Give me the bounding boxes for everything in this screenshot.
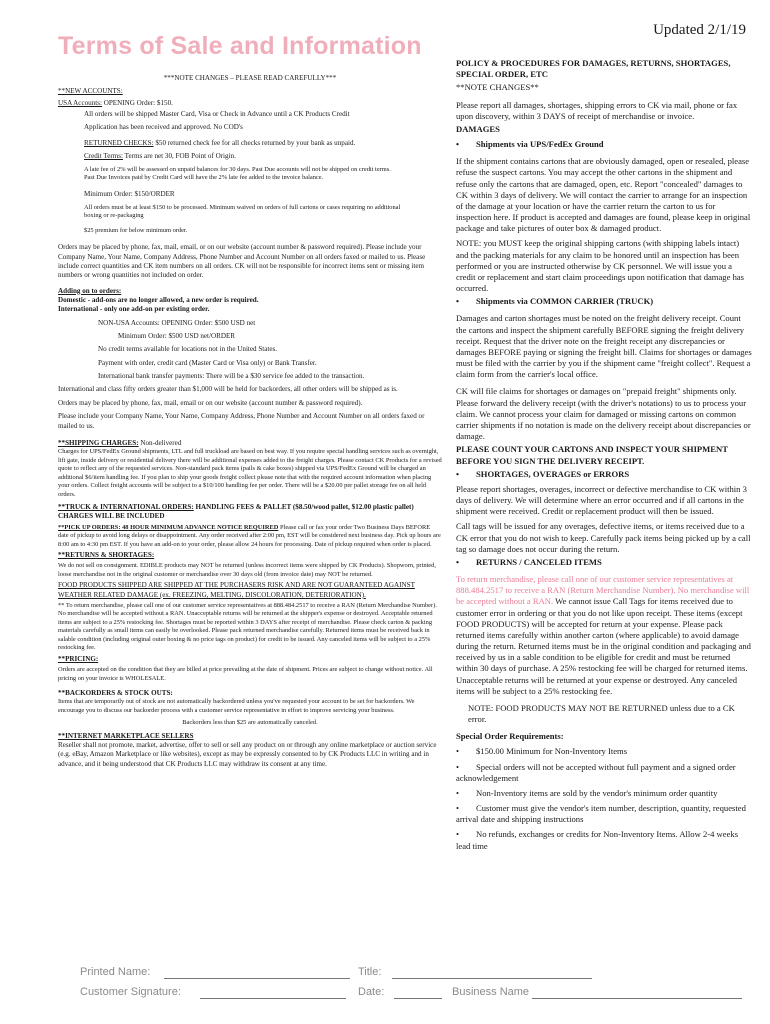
special-item: • Special orders will not be accepted without full payment and a signed order acknowledgement — [456, 762, 752, 784]
note-text: NOTE: you MUST keep the original shipping cartons (with shipping labels intact) and the packing materials for any claim to be honored until an inspection has been performed or you are instructed otherwise by CK personnel. We will issue you a credit or replacement and start claim proceedings upon notification that damage has occurred. — [456, 238, 745, 294]
pickup-title: **PICK UP ORDERS: 48 HOUR MINIMUM ADVANCE NOTICE REQUIRED — [58, 523, 279, 531]
pricing-title: **PRICING: — [58, 654, 99, 663]
returns-pink: To return merchandise, please call one of our customer service representatives at 888.484.2517 to receive a RAN (Return Merchandise Number). No merchandise will be accepted without a RAN. — [456, 574, 750, 607]
date-line[interactable] — [394, 998, 442, 999]
title-line[interactable] — [392, 978, 592, 979]
nonusa-line: NON-USA Accounts: OPENING Order: $500 USD net — [98, 318, 256, 327]
calltags-text: Call tags will be issued for any overages, defective items, or items received due to a CK error that you do not wish to keep. Carefully pack items being picked up by a call tag so damage does not occur during the return. — [456, 521, 751, 554]
orders-placed-2: Orders may be placed by phone, fax, mail, email or on our website (account number & password required). — [58, 398, 363, 407]
right-column — [456, 58, 752, 852]
business-name-line[interactable] — [532, 998, 742, 999]
international-line: International and class fifty orders greater than $1,000 will be held for backorders, all other orders will be shipped as is. — [58, 385, 398, 394]
count-title: PLEASE COUNT YOUR CARTONS AND INSPECT YOUR SHIPMENT BEFORE YOU SIGN THE DELIVERY RECEIPT. — [456, 444, 728, 466]
minimum-line-1: All orders must be at least $150 to be processed. Minimum waived on orders of full cartons or cases requiring no additional — [84, 203, 401, 211]
backorders-title: **BACKORDERS & STOCK OUTS: — [58, 689, 173, 698]
customer-signature-line[interactable] — [200, 998, 346, 999]
food-line: FOOD PRODUCTS SHIPPED ARE SHIPPED AT THE PURCHASERS RISK AND ARE NOT GUARANTEED AGAINST WEATHER RELATED DAMAGE (ex. FREEZING, MELTING, DISCOLORATION, DETERIORATION). — [58, 581, 415, 599]
credit-terms-text: Terms are net 30, FOB Point of Origin. — [124, 152, 236, 161]
printed-name-label: Printed Name: — [80, 966, 151, 978]
special-title: Special Order Requirements: — [456, 731, 564, 742]
returned-checks-label: RETURNED CHECKS: — [84, 138, 154, 147]
report-text: Please report all damages, shortages, shipping errors to CK via mail, phone or fax upon discovery, within 3 DAYS of receipt of merchandise or invoice. — [456, 99, 738, 121]
include-line: Please include your Company Name, Your Name, Company Address, Phone Number and Account Number on all orders faxed or mailed to us. — [58, 412, 425, 430]
common-text: Damages and carton shortages must be noted on the freight delivery receipt. Count the cartons and inspect the shipment carefully BEFORE signing the freight delivery receipt. Request that the driver note on the freight receipt any discrepancies or damages BEFORE paying or signing the freight bill. Claims for shortages or damages must be filed with the carrier by you if the shipment came "freight collect". Request a claim form from the carrier's local office. — [456, 313, 752, 380]
usa-accounts-label: USA Accounts: — [58, 98, 102, 107]
damages-title: DAMAGES — [456, 123, 500, 134]
returns-text: We do not sell on consignment. EDIBLE products may NOT be returned (unless incorrect items were shipped by CK Products). Shopworn, printed, loose merchandise not in the original customer or merchandise over 30 days old (from invoice date) may NOT be returned. — [58, 562, 436, 578]
nonusa-minimum: Minimum Order: $500 USD net/ORDER — [118, 332, 236, 341]
left-column — [58, 74, 442, 769]
credit-terms — [58, 152, 442, 161]
returns-paragraph — [456, 574, 752, 697]
rma-text: ** To return merchandise, please call one of our customer service representatives at 888.484.2517 to receive a RAN (Return Merchandise Number). No merchandise will be accepted without a RAN. Unacceptable returns will be returned at the shipper's expense or destroyed. Acceptable returned items are subject to a 25% restocking fee. Shortages must be reported within 3 DAYS after receipt of merchandise. Please check carton & packing materials carefully as small items can easily be overlooked. Please pack returned merchandise carefully. Returned items must be received back in salable condition (including original outer boxing & no price tags on product) for credit to be issued. Any canceled items will be subject to a 25% restocking fee. — [58, 602, 437, 652]
note-changes: ***NOTE CHANGES – PLEASE READ CAREFULLY*** — [163, 74, 337, 82]
printed-name-line[interactable] — [164, 978, 350, 979]
late-fee-line-1: A late fee of 2% will be assessed on unpaid balances for 30 days. Past Due accounts will not be shipped on credit terms. — [84, 165, 391, 173]
shipping-heading — [58, 439, 442, 448]
common-bullet: • Shipments via COMMON CARRIER (TRUCK) — [456, 296, 752, 307]
addons-title: Adding on to orders: — [58, 286, 122, 295]
returned-checks — [58, 139, 442, 148]
late-fee-line-2: Past Due Invoices paid by Credit Card will have the 2% late fee added to the invoice balance. — [84, 173, 324, 181]
pickup-orders — [58, 524, 442, 549]
title-label: Title: — [358, 966, 382, 978]
minimum-order: Minimum Order: $150/ORDER — [84, 190, 175, 199]
transfer-line: International bank transfer payments: There will be a $30 service fee added to the transaction. — [98, 372, 365, 381]
minimum-line-2: boxing or re-packaging — [84, 212, 144, 220]
pickup-text: Please call or fax your order Two Business Days BEFORE date of pickup to avoid long delays or disappointment. Any order received after 2:00 pm, EST will be considered next business day. Pick up hours are 8:00 am to 4:30 pm EST. If you have an add-on to your order, please allow 24 hours for processing. Date of pickup required when order is placed. — [58, 523, 441, 548]
date-label: Date: — [358, 986, 385, 998]
usa-accounts — [58, 99, 442, 108]
special-item: • $150.00 Minimum for Non-Inventory Items — [456, 746, 752, 757]
shipping-title: **SHIPPING CHARGES: — [58, 438, 139, 447]
page-title: Terms of Sale and Information — [58, 32, 422, 60]
premium-line: $25 premium for below minimum order. — [84, 226, 188, 234]
returns-title: **RETURNS & SHORTAGES: — [58, 551, 155, 560]
usa-accounts-text: OPENING Order: $150. — [103, 98, 173, 107]
shipping-text: Charges for UPS/FedEx Ground shipments, LTL and full truckload are based on best way. If you require special handling services such as overnight, lift gate, inside delivery or residential delivery there will be additional expenses added to the freight charges. Please contact CK Products for a revised quote to reflect any of the requested services. Non-standard pack items (pails & cake boxes) shipped via UPS/FedEx Ground will be charged an additional $6/item handling fee. If you plan to ship your goods freight collect please note that with the required account information when placing your orders. Collect freight accounts will be subject to a $10/100 handling fee per order. There will be a $20.00 per pallet storage fee on all held orders. — [58, 448, 442, 498]
payment-line: Payment with order, credit card (Master Card or Visa only) or Bank Transfer. — [98, 358, 317, 367]
business-name-label: Business Name — [452, 986, 530, 998]
backorders-text: Items that are temporarily out of stock are not automatically backordered unless you've requested your account to be set for backorders. We encourage you to discuss our backorder process with a customer service representative in effort to improve servicing your business. — [58, 698, 415, 714]
customer-signature-label: Customer Signature: — [80, 986, 181, 998]
special-item: • Customer must give the vendor's item number, description, quantity, requested arrival date and shipping instructions — [456, 803, 752, 825]
right-note-changes: **NOTE CHANGES** — [456, 82, 539, 93]
policy-title: POLICY & PROCEDURES FOR DAMAGES, RETURNS, SHORTAGES, SPECIAL ORDER, ETC — [456, 58, 731, 80]
returns-bullet: • RETURNS / CANCELED ITEMS — [456, 557, 752, 568]
addons-domestic: Domestic - add-ons are no longer allowed, a new order is required. — [58, 295, 259, 304]
ups-text: If the shipment contains cartons that are obviously damaged, open or resealed, please refuse the suspect cartons. You may accept the other cartons in the shipment and refuse only the cartons that are damaged, open, etc. Report "concealed" damages to CK within 3 days of delivery. We will contact the carrier to arrange for an inspection of the damage at your location or have the carrier return the carton to us for inspection here. If product is accepted and damages are found, please keep in original package and take pictures of outer box & damaged product. — [456, 156, 751, 234]
food-note: NOTE: FOOD PRODUCTS MAY NOT BE RETURNED unless due to a CK error. — [468, 702, 735, 725]
shipping-sub: Non-delivered — [140, 438, 182, 447]
addons-international: International - only one add-on per existing order. — [58, 305, 210, 314]
truck-orders — [58, 503, 442, 522]
nocredit-line: No credit terms available for locations not in the United States. — [98, 345, 278, 354]
approved-line: Application has been received and approved. No COD's — [84, 123, 243, 132]
special-item: • Non-Inventory items are sold by the vendor's minimum order quantity — [456, 788, 752, 799]
internet-text: Reseller shall not promote, market, advertise, offer to sell or sell any product on or through any online marketplace or auction service (e.g. eBay, Amazon Marketplace or like websites), except as may be expressly consented to by CK Products LLC in writing and in advance, and it being understood that CK Products LLC may withdraw its consent at any time. — [58, 741, 437, 768]
backorders-small: Backorders less than $25 are automatically canceled. — [182, 719, 318, 727]
updated-date: Updated 2/1/19 — [653, 22, 746, 38]
internet-title: **INTERNET MARKETPLACE SELLERS — [58, 731, 194, 740]
credit-terms-label: Credit Terms: — [84, 152, 123, 161]
shortages-bullet: • SHORTAGES, OVERAGES or ERRORS — [456, 469, 752, 480]
ups-bullet: • Shipments via UPS/FedEx Ground — [456, 139, 752, 150]
shortages-text: Please report shortages, overages, incorrect or defective merchandise to CK within 3 days of delivery. We will determine where an error occurred and if all cartons in the shipment were received. Credit or replacement product will then be issued. — [456, 483, 747, 517]
orders-placed: Orders may be placed by phone, fax, mail, email, or on our website (account number & password required). Please include your Company Name, Your Name, Company Address, Phone Number and Account Number on all orders faxed or mailed to us. Please include correct quantities and CK item numbers on all orders. CK will not be responsible for incorrect items sent or missing item numbers or wrong quantities not included on order. — [58, 243, 426, 280]
returns-text: We cannot issue Call Tags for items received due to customer error in ordering or that you do not like upon receipt. These items (except FOOD PRODUCTS) will be accepted for return at your expense. Please pack returned items carefully within another carton (where applicable) to avoid damage during the return. Returned items must be in the original condition and packaging and received by us in a sable condition to be eligible for credit and must be returned within 30 days of purchase. A 25% restocking fee will be charged for returned items. Unacceptable returns will be returned at your expense or destroyed. Any canceled items will be subject to a 25% restocking fee. — [456, 596, 751, 696]
returned-checks-text: $50 returned check fee for all checks returned by your bank as unpaid. — [155, 138, 356, 147]
truck-text: HANDLING FEES & PALLET ($8.50/wood pallet, $12.00 plastic pallet) CHARGES WILL BE INCLUDED — [58, 502, 414, 521]
special-item: • No refunds, exchanges or credits for Non-Inventory Items. Allow 2-4 weeks lead time — [456, 829, 752, 851]
prepaid-text: CK will file claims for shortages or damages on "prepaid freight" shipments only. Please forward the delivery receipt (with the driver's notations) to us to process your claim. We cannot process your claim for damaged or missing cartons on common carrier shipments if no notation is made on the delivery receipt about discrepancies or damage. — [456, 386, 751, 442]
pricing-text: Orders are accepted on the condition that they are billed at price prevailing at the date of shipment. Prices are subject to change without notice. All pricing on your invoice is WHOLESALE. — [58, 666, 433, 682]
new-accounts-heading: **NEW ACCOUNTS: — [58, 87, 123, 96]
shipped-line: All orders will be shipped Master Card, Visa or Check in Advance until a CK Products Credit — [84, 110, 350, 119]
truck-title: **TRUCK & INTERNATIONAL ORDERS: — [58, 502, 194, 511]
